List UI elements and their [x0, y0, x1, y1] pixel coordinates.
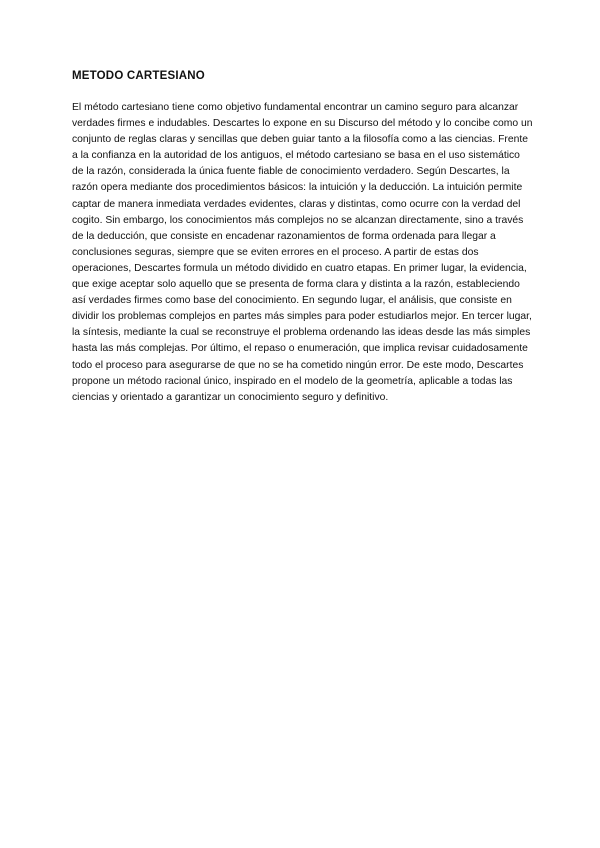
document-title: METODO CARTESIANO [72, 70, 205, 82]
document-body-paragraph: El método cartesiano tiene como objetivo fundamental encontrar un camino seguro para alcanzar verdades firmes e indudables. Descartes lo expone en su Discurso del método y lo concibe como un conjunto de reglas claras y sencillas que deben guiar tanto a la filosofía como a las ciencias. Frente a la confianza en la autoridad de los antiguos, el método cartesiano se basa en el uso sistemático de la razón, considerada la única fuente fiable de conocimiento verdadero. Según Descartes, la razón opera mediante dos procedimientos básicos: la intuición y la deducción. La intuición permite captar de manera inmediata verdades evidentes, claras y distintas, como ocurre con la verdad del cogito. Sin embargo, los conocimientos más complejos no se alcanzan directamente, sino a través de la deducción, que consiste en encadenar razonamientos de forma ordenada para llegar a conclusiones seguras, siempre que se eviten errores en el proceso. A partir de estas dos operaciones, Descartes formula un método dividido en cuatro etapas. En primer lugar, la evidencia, que exige aceptar solo aquello que se presenta de forma clara y distinta a la razón, estableciendo así verdades firmes como base del conocimiento. En segundo lugar, el análisis, que consiste en dividir los problemas complejos en partes más simples para poder estudiarlos mejor. En tercer lugar, la síntesis, mediante la cual se reconstruye el problema ordenando las ideas desde las más simples hasta las más complejas. Por último, el repaso o enumeración, que implica revisar cuidadosamente todo el proceso para asegurarse de que no se ha cometido ningún error. De este modo, Descartes propone un método racional único, inspirado en el modelo de la geometría, aplicable a todas las ciencias y orientado a garantizar un conocimiento seguro y definitivo. [72, 102, 533, 403]
